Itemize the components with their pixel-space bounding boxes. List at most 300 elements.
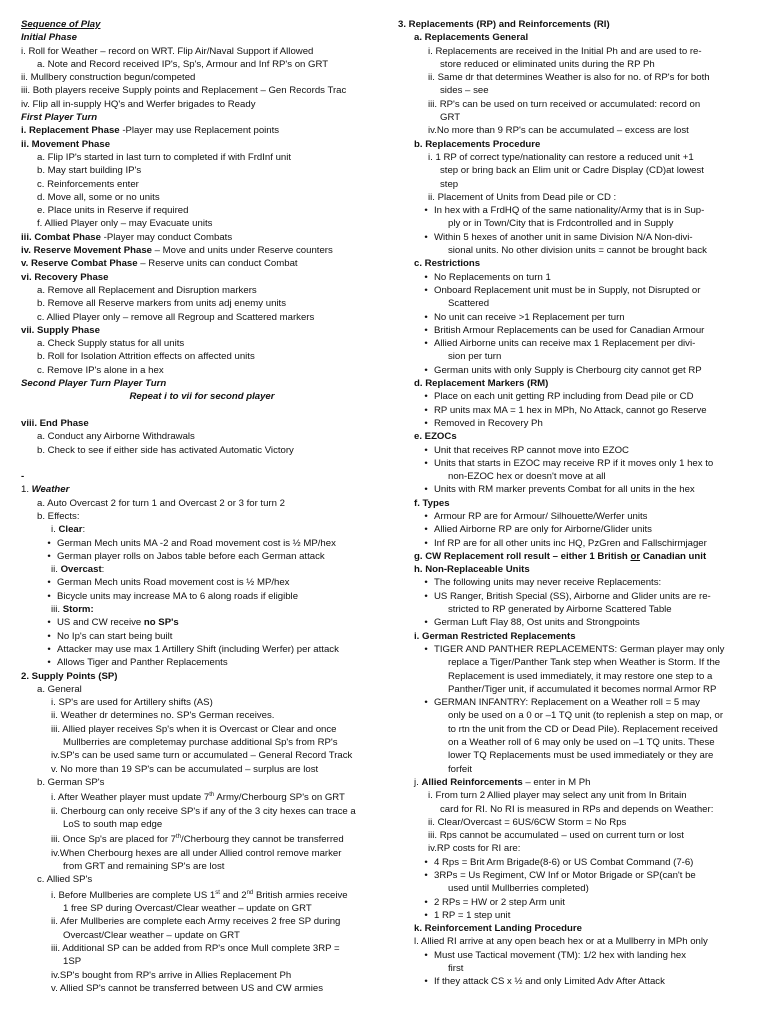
bullet-item [398, 337, 758, 350]
line-text: a. Remove all Replacement and Disruption markers [37, 284, 257, 296]
bullet-icon: • [47, 537, 51, 549]
bullet-item [21, 616, 383, 629]
text-line [398, 630, 758, 643]
line-text: a. Flip IP's started in last turn to completed if with FrdInf unit [37, 151, 292, 163]
bullet-item [398, 576, 758, 589]
text-line [21, 138, 383, 151]
line-text: Units that starts in EZOC may receive RP if it moves only 1 hex to [434, 457, 714, 469]
text-line [21, 151, 383, 164]
bullet-icon: • [424, 590, 428, 602]
line-text: Onboard Replacement unit must be in Supply, not Disrupted or [434, 284, 701, 296]
line-text: on a Weather roll of 6 may only be used on –1 TQ units. These [448, 737, 715, 749]
line-text: i. From turn 2 Allied player may select any unit from In Britain [428, 790, 687, 802]
bullet-item [398, 311, 758, 324]
text-line [398, 430, 758, 443]
left-column [21, 18, 383, 995]
line-text: b. May start building IP's [37, 165, 142, 177]
right-column [398, 18, 758, 989]
line-text: no SP's [143, 617, 179, 629]
text-line [398, 829, 758, 842]
text-line [21, 776, 383, 789]
line-text: Allied Airborne RP are only for Airborne/Glider units [434, 524, 652, 536]
line-text: first [448, 963, 464, 975]
line-text: LoS to south map edge [63, 819, 163, 830]
line-text: ii. Same dr that determines Weather is also for no. of RP's for both [428, 72, 710, 84]
line-text: iii. Additional SP can be added from RP's once Mull complete 3RP = [51, 943, 340, 955]
line-text: lower TQ Replacements must be used immediately or they are [448, 750, 714, 762]
text-line [398, 723, 758, 736]
line-text: Units with RM marker prevents Combat for all units in the hex [434, 484, 695, 496]
bullet-item [21, 656, 383, 669]
text-line [398, 656, 758, 669]
text-line [398, 164, 758, 177]
text-line [398, 244, 758, 257]
line-text: Panther/Tiger unit, if accumulated it becomes normal Armor RP [448, 683, 717, 695]
line-text: Overcast [60, 564, 102, 576]
line-text: GERMAN INFANTRY: Replacement on a Weather roll = 5 may [434, 697, 700, 709]
bullet-icon: • [424, 364, 428, 376]
text-line [398, 45, 758, 58]
line-text: c. Reinforcements enter [37, 178, 139, 190]
text-line [398, 31, 758, 44]
text-line [21, 244, 383, 257]
line-text: h. Non-Replaceable Units [414, 564, 530, 576]
text-line [21, 510, 383, 523]
text-line [21, 723, 383, 736]
line-text: c. Allied SP's [37, 874, 93, 886]
line-text: - [21, 471, 25, 483]
bullet-item [398, 231, 758, 244]
bullet-icon: • [424, 949, 428, 961]
text-line [398, 603, 758, 616]
bullet-icon: • [47, 657, 51, 669]
line-text: Removed in Recovery Ph [434, 417, 543, 429]
line-text: Storm: [62, 604, 94, 616]
line-text: GRT [440, 112, 461, 124]
line-text: k. Reinforcement Landing Procedure [414, 923, 582, 935]
line-text: In hex with a FrdHQ of the same nationality/Army that is in Sup- [434, 205, 705, 217]
text-line [398, 257, 758, 270]
bullet-item [398, 590, 758, 603]
line-text: a. Replacements General [414, 32, 529, 44]
text-line [398, 217, 758, 230]
text-line [21, 324, 383, 337]
bullet-item [21, 576, 383, 589]
line-text: German Mech units MA -2 and Road movement cost is ½ MP/hex [57, 537, 336, 549]
text-line [21, 563, 383, 576]
line-text: i. 1 RP of correct type/nationality can restore a reduced unit +1 [428, 151, 694, 163]
bullet-icon: • [424, 284, 428, 296]
bullet-icon: • [424, 896, 428, 908]
bullet-item [398, 417, 758, 430]
text-line [21, 377, 383, 390]
line-text: iii. [51, 604, 63, 616]
line-text: a. Check Supply status for all units [37, 338, 185, 350]
line-text: Canadian unit [640, 550, 707, 562]
line-text: British armies receive [253, 889, 348, 901]
line-text: Repeat i to vii for second player [129, 391, 275, 403]
line-text: b. German SP's [37, 776, 105, 788]
bullet-item [398, 949, 758, 962]
line-text: vi. Recovery Phase [21, 271, 109, 283]
line-text: 1. [21, 484, 32, 496]
line-text: card for RI. No RI is measured in RPs and depends on Weather: [440, 803, 714, 815]
line-text: i. Replacements are received in the Initial Ph and are used to re- [428, 45, 702, 57]
text-line [398, 58, 758, 71]
text-line [21, 311, 383, 324]
text-line [21, 497, 383, 510]
line-text: 1SP [63, 956, 82, 968]
superscript: nd [246, 889, 254, 896]
text-line [21, 470, 383, 483]
line-text: iii. Rps cannot be accumulated – used on current turn or lost [428, 830, 684, 842]
bullet-icon: • [424, 617, 428, 629]
text-line [21, 58, 383, 71]
line-text: or [630, 550, 641, 562]
line-text: – Move and units under Reserve counters [152, 245, 333, 257]
line-text: ii. Movement Phase [21, 138, 111, 150]
bullet-icon: • [424, 909, 428, 921]
line-text: Scattered [448, 298, 490, 310]
line-text: Bicycle units may increase MA to 6 along roads if eligible [57, 590, 299, 602]
line-text: v. Reserve Combat Phase [21, 258, 138, 270]
text-line [398, 776, 758, 789]
text-line [21, 364, 383, 377]
line-text: l. Allied RI arrive at any open beach hex or at a Mullberry in MPh only [414, 936, 708, 948]
bullet-item [21, 537, 383, 550]
text-line [398, 111, 758, 124]
text-line [21, 71, 383, 84]
line-text: The following units may never receive Replacements: [434, 577, 662, 589]
line-text: German player rolls on Jabos table before each German attack [57, 550, 325, 562]
text-line [21, 982, 383, 995]
bullet-item [398, 869, 758, 882]
bullet-item [398, 896, 758, 909]
line-text: b. Roll for Isolation Attrition effects on affected units [37, 351, 255, 363]
bullet-item [398, 204, 758, 217]
text-line [398, 789, 758, 802]
text-line [398, 84, 758, 97]
line-text: iii. RP's can be used on turn received or accumulated: record on [428, 98, 701, 110]
text-line [21, 111, 383, 124]
line-text: d. Replacement Markers (RM) [414, 378, 549, 390]
text-line [21, 749, 383, 762]
line-text: only be used on a 0 or –1 TQ unit (to replenish a step on map, or [448, 710, 724, 722]
line-text: RP units max MA = 1 hex in MPh, No Attack, cannot go Reserve [434, 404, 707, 416]
line-text: US Ranger, British Special (SS), Airborne and Glider units are re- [434, 590, 711, 602]
line-text: e. EZOCs [414, 431, 457, 443]
line-text: No Replacements on turn 1 [434, 271, 551, 283]
bullet-item [21, 643, 383, 656]
text-line [21, 696, 383, 709]
bullet-icon: • [424, 484, 428, 496]
text-line [21, 523, 383, 536]
bullet-icon: • [424, 338, 428, 350]
text-line [21, 84, 383, 97]
bullet-item [398, 616, 758, 629]
text-line [398, 550, 758, 563]
line-text: 3. Replacements (RP) and Reinforcements (RI) [398, 19, 610, 30]
text-line [21, 763, 383, 776]
text-line [21, 736, 383, 749]
text-line [398, 882, 758, 895]
bullet-icon: • [424, 457, 428, 469]
line-text: e. Place units in Reserve if required [37, 205, 189, 217]
text-line [21, 929, 383, 942]
line-text: Armour RP are for Armour/ Silhouette/Werfer units [434, 510, 648, 522]
bullet-item [398, 537, 758, 550]
line-text: a. Note and Record received IP's, Sp's, Armour and Inf RP's on GRT [37, 58, 329, 70]
line-text: iv.SP's bought from RP's arrive in Allies Replacement Ph [51, 969, 292, 981]
line-text: d. Move all, some or no units [37, 191, 160, 203]
line-text: sion per turn [448, 351, 502, 363]
bullet-icon: • [47, 577, 51, 589]
line-text: ply or in Town/City that is Frdcontrolled and in Supply [448, 218, 674, 230]
line-text: i. [51, 524, 59, 536]
text-line [398, 922, 758, 935]
text-line [21, 178, 383, 191]
bullet-item [398, 696, 758, 709]
text-line [21, 444, 383, 457]
line-text: – enter in M Ph [522, 776, 591, 788]
line-text: 2. Supply Points (SP) [21, 670, 118, 682]
text-line [21, 124, 383, 137]
text-line [398, 18, 758, 31]
line-text: iv.RP costs for RI are: [428, 843, 521, 855]
bullet-item [398, 404, 758, 417]
bullet-item [398, 523, 758, 536]
text-line [21, 483, 383, 496]
text-line [398, 71, 758, 84]
line-text: store reduced or eliminated units during the RP Ph [440, 58, 655, 70]
line-text: v. No more than 19 SP's can be accumulated – surplus are lost [51, 763, 319, 775]
text-line [21, 231, 383, 244]
text-line [398, 497, 758, 510]
line-text: ii. Cherbourg can only receive SP's if any of the 3 city hexes can trace a [51, 805, 356, 817]
text-line [21, 818, 383, 831]
text-line [398, 350, 758, 363]
line-text: -Player may conduct Combats [100, 231, 233, 243]
line-text: Allows Tiger and Panther Replacements [57, 657, 228, 669]
line-text: : [101, 564, 105, 576]
line-text: forfeit [448, 763, 472, 775]
text-line [21, 31, 383, 44]
line-text: b. Remove all Reserve markers from units adj enemy units [37, 298, 286, 310]
line-text: TIGER AND PANTHER REPLACEMENTS: German player may only [434, 643, 725, 655]
line-text: step or bring back an Elim unit or Cadre Display (CD)at lowest [440, 165, 704, 177]
line-text: sional units. No other division units = cannot be brought back [448, 245, 707, 257]
text-line [398, 178, 758, 191]
line-text: i. Before Mullberies are complete US 1 [51, 889, 216, 901]
line-text: b. Replacements Procedure [414, 138, 541, 150]
line-text: iii. Combat Phase [21, 231, 101, 243]
text-line [21, 603, 383, 616]
bullet-icon: • [424, 444, 428, 456]
line-text: j. [414, 776, 422, 788]
bullet-icon: • [424, 577, 428, 589]
line-text: Sequence of Play [21, 19, 101, 30]
line-text: Weather [31, 484, 70, 496]
text-line [398, 563, 758, 576]
line-text: ii. Mullbery construction begun/competed [21, 72, 196, 84]
line-text: First Player Turn [21, 112, 98, 124]
text-line [21, 789, 383, 804]
text-line [398, 803, 758, 816]
line-text: Must use Tactical movement (TM): 1/2 hex with landing hex [434, 949, 687, 961]
line-text: British Armour Replacements can be used for Canadian Armour [434, 324, 705, 336]
bullet-icon: • [424, 870, 428, 881]
line-text: a. Conduct any Airborne Withdrawals [37, 431, 195, 443]
line-text: i. Replacement Phase [21, 125, 120, 137]
line-text: Attacker may use max 1 Artillery Shift (including Werfer) per attack [57, 643, 339, 655]
line-text: replace a Tiger/Panther Tank step when Weather is Storm. If the [448, 657, 721, 669]
line-text: ii. Afer Mullberies are complete each Army receives 2 free SP during [51, 916, 341, 928]
text-line [21, 942, 383, 955]
line-text: b. Check to see if either side has activated Automatic Victory [37, 444, 294, 456]
bullet-icon: • [424, 271, 428, 283]
text-line [398, 736, 758, 749]
bullet-icon: • [424, 205, 428, 217]
text-line [21, 847, 383, 860]
line-text: Place on each unit getting RP including from Dead pile or CD [434, 391, 694, 403]
text-line [21, 271, 383, 284]
bullet-icon: • [424, 643, 428, 655]
line-text: used until Mullberries completed) [448, 883, 589, 895]
line-text: 4 Rps = Brit Arm Brigade(8-6) or US Combat Command (7-6) [434, 856, 694, 868]
bullet-icon: • [47, 550, 51, 562]
text-line [398, 842, 758, 855]
line-text: iv.SP's can be used same turn or accumulated – General Record Track [51, 750, 353, 762]
text-line [21, 417, 383, 430]
bullet-icon: • [47, 630, 51, 642]
line-text: Allied Airborne units can receive max 1 Replacement per divi- [434, 338, 696, 350]
bullet-item [398, 643, 758, 656]
bullet-item [398, 909, 758, 922]
line-text: g. CW Replacement roll result – either 1 British [414, 550, 631, 562]
bullet-item [398, 457, 758, 470]
line-text: f. Types [414, 497, 450, 509]
line-text: iii. Both players receive Supply points and Replacement – Gen Records Trac [21, 85, 347, 97]
line-text: German Luft Flay 88, Ost units and Strongpoints [434, 617, 640, 629]
text-line [398, 151, 758, 164]
text-line [398, 470, 758, 483]
text-line [398, 709, 758, 722]
line-text: Replacement is used immediately, it may restore one step to a [448, 670, 713, 682]
bullet-item [21, 590, 383, 603]
line-text: stricted to RP generated by Airborne Scattered Table [448, 604, 672, 616]
line-text: Overcast/Clear weather – update on GRT [63, 929, 240, 941]
line-text: /Cherbourg they cannot be transferred [181, 834, 344, 846]
line-text: iii. Allied player receives Sp's when it is Overcast or Clear and once [51, 723, 337, 735]
text-line [398, 377, 758, 390]
text-line [21, 709, 383, 722]
line-text: and 2 [219, 889, 247, 901]
superscript: th [176, 834, 182, 841]
bullet-icon: • [424, 404, 428, 416]
line-text: Initial Phase [21, 32, 77, 44]
text-line [21, 969, 383, 982]
line-text: step [440, 178, 459, 190]
text-line [21, 191, 383, 204]
line-text: 1 free SP during Overcast/Clear weather – update on GRT [63, 903, 312, 915]
bullet-item [21, 550, 383, 563]
line-text: iv.No more than 9 RP's can be accumulated – excess are lost [428, 125, 689, 137]
line-text: from GRT and remaining SP's are lost [63, 861, 225, 873]
line-text: 2 RPs = HW or 2 step Arm unit [434, 896, 565, 908]
line-text: c. Allied Player only – remove all Regroup and Scattered markers [37, 311, 315, 323]
text-line [398, 98, 758, 111]
line-text: ii. Placement of Units from Dead pile or CD : [428, 191, 617, 203]
text-line [21, 284, 383, 297]
line-text: ii. [51, 564, 61, 576]
line-text: non-EZOC hex or doesn't move at all [448, 471, 606, 483]
bullet-icon: • [424, 976, 428, 988]
text-line [398, 670, 758, 683]
bullet-icon: • [47, 643, 51, 655]
text-line [21, 404, 383, 417]
line-text: v. Allied SP's cannot be transferred between US and CW armies [51, 982, 324, 994]
text-line [398, 297, 758, 310]
line-text: b. Effects: [37, 510, 80, 522]
line-text: to rtn the unit from the CD or Dead Pile). Replacement received [448, 723, 718, 735]
bullet-icon: • [47, 590, 51, 602]
text-line [21, 860, 383, 873]
text-line [21, 683, 383, 696]
line-text: f. Allied Player only – may Evacuate units [37, 218, 213, 230]
line-text: c. Restrictions [414, 258, 481, 270]
bullet-icon: • [424, 510, 428, 522]
line-text: i. After Weather player must update 7 [51, 792, 210, 804]
text-line [21, 297, 383, 310]
bullet-item [398, 284, 758, 297]
bullet-icon: • [424, 311, 428, 323]
bullet-item [398, 364, 758, 377]
line-text: i. SP's are used for Artillery shifts (AS) [51, 697, 213, 709]
bullet-item [398, 444, 758, 457]
text-line [398, 749, 758, 762]
text-line [21, 98, 383, 111]
superscript: th [209, 792, 215, 799]
bullet-item [398, 856, 758, 869]
text-line [21, 45, 383, 58]
text-line [21, 457, 383, 470]
bullet-item [398, 390, 758, 403]
bullet-icon: • [424, 524, 428, 536]
bullet-item [398, 975, 758, 988]
bullet-item [398, 271, 758, 284]
line-text: Within 5 hexes of another unit in same Division N/A Non-divi- [434, 231, 693, 243]
line-text: a. Auto Overcast 2 for turn 1 and Overcast 2 or 3 for turn 2 [37, 497, 285, 509]
text-line [21, 390, 383, 403]
line-text: Inf RP are for all other units inc HQ, PzGren and Fallschirmjager [434, 537, 707, 549]
bullet-icon: • [424, 697, 428, 709]
bullet-icon: • [424, 391, 428, 403]
text-line [21, 805, 383, 818]
text-line [398, 138, 758, 151]
text-line [398, 763, 758, 776]
line-text: iii. Once Sp's are placed for 7 [51, 834, 177, 846]
line-text: -Player may use Replacement points [119, 125, 280, 137]
superscript: st [215, 889, 220, 896]
bullet-icon: • [47, 617, 51, 629]
bullet-item [398, 510, 758, 523]
line-text: No unit can receive >1 Replacement per turn [434, 311, 625, 323]
line-text: – Reserve units can conduct Combat [137, 258, 298, 270]
line-text: No Ip's can start being built [57, 630, 173, 642]
text-line [21, 164, 383, 177]
text-line [21, 430, 383, 443]
line-text: : [82, 524, 86, 536]
